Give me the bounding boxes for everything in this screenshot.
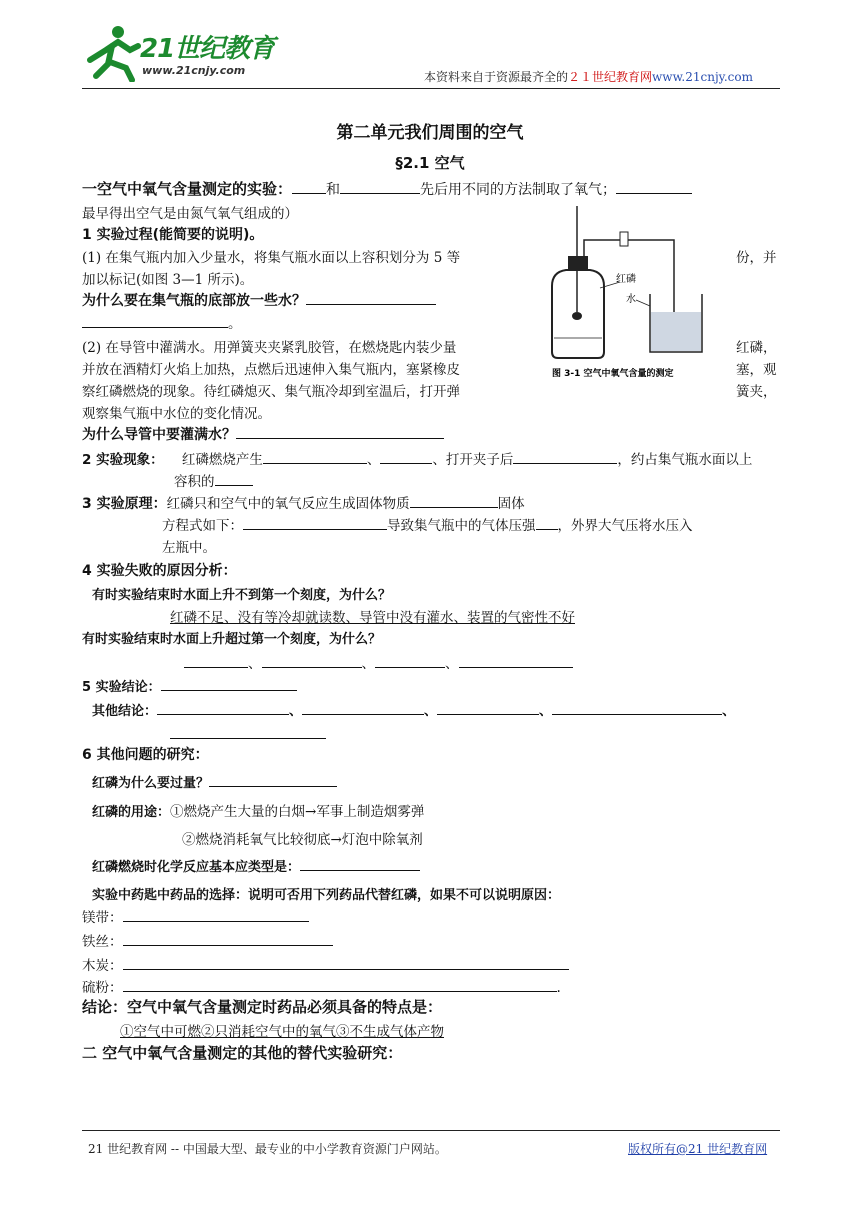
- failure-a1: 红磷不足、没有等冷却就读数、导管中没有灌水、装置的气密性不好: [170, 610, 575, 626]
- row-mg: 镁带：: [82, 906, 309, 926]
- failure-a2-blanks: 、 、 、: [184, 652, 573, 672]
- page-title: 第二单元我们周围的空气: [336, 123, 524, 143]
- footer-rule: [82, 1130, 780, 1131]
- failure-heading: 4 实验失败的原因分析：: [82, 563, 237, 579]
- logo-url: www.21cnjy.com: [142, 64, 246, 77]
- row-s: 硫粉： .: [82, 976, 561, 996]
- figure-caption: 图 3-1 空气中氧气含量的测定: [552, 369, 674, 379]
- step2-line2: 并放在酒精灯火焰上加热，点燃后迅速伸入集气瓶内，塞紧橡皮: [82, 362, 460, 378]
- sec1-line2: 最早得出空气是由氮气氧气组成的）: [82, 206, 298, 222]
- question-tube: 为什么导管中要灌满水？: [82, 424, 444, 444]
- step2-line1-end: 红磷，: [736, 340, 777, 356]
- footer-copyright-link[interactable]: 版权所有@21 世纪教育网: [628, 1142, 768, 1156]
- sec1-line1: 一空气中氧气含量测定的实验： 和 先后用不同的方法制取了氧气；: [82, 178, 692, 199]
- principle-line2: 方程式如下： 导致集气瓶中的气体压强 ，外界大气压将水压入: [162, 514, 693, 534]
- reagent-choice: 实验中药匙中药品的选择：说明可否用下列药品代替红磷，如果不可以说明原因：: [92, 888, 561, 903]
- step1-line1: (1) 在集气瓶内加入少量水，将集气瓶水面以上容积划分为 5 等: [82, 250, 461, 266]
- principle-line3: 左瓶中。: [162, 540, 216, 556]
- conclusion-line: 5 实验结论：: [82, 676, 297, 695]
- logo-runner-icon: [82, 20, 144, 82]
- use-line1: 红磷的用途：①燃烧产生大量的白烟→军事上制造烟雾弹: [92, 804, 425, 820]
- page-subtitle: §2.1 空气: [395, 154, 465, 172]
- other-conclusion-line: 其他结论： 、 、 、 、: [92, 700, 735, 719]
- question-water: 为什么要在集气瓶的底部放一些水？: [82, 290, 436, 310]
- label-phosphorus: 红磷: [616, 274, 636, 285]
- logo-text: 21世纪教育: [140, 34, 275, 64]
- step2-line1: (2) 在导管中灌满水。用弹簧夹夹紧乳胶管，在燃烧匙内装少量: [82, 340, 457, 356]
- label-water: 水: [626, 294, 636, 305]
- question-water-cont: 。: [82, 312, 242, 332]
- figure-apparatus: [546, 206, 722, 382]
- procedure-heading: 1 实验过程(能简要的说明)。: [82, 227, 264, 243]
- footer-left: 21 世纪教育网 -- 中国最大型、最专业的中小学教育资源门户网站。: [88, 1142, 447, 1156]
- phenomena-line2: 容积的: [174, 470, 253, 490]
- logo: [82, 20, 292, 84]
- step2-line3-end: 簧夹，: [736, 384, 777, 400]
- principle-line1: 3 实验原理：红磷只和空气中的氧气反应生成固体物质 固体: [82, 492, 525, 513]
- step2-line2-end: 塞，观: [736, 362, 777, 378]
- final-answer: ①空气中可燃②只消耗空气中的氧气③不生成气体产物: [120, 1024, 444, 1040]
- step2-line4: 观察集气瓶中水位的变化情况。: [82, 406, 271, 422]
- header-notice: 本资料来自于资源最齐全的２１世纪教育网www.21cnjy.com: [424, 70, 753, 84]
- failure-q2: 有时实验结束时水面上升超过第一个刻度，为什么？: [82, 632, 382, 647]
- row-fe: 铁丝：: [82, 930, 333, 950]
- use-line2: ②燃烧消耗氧气比较彻底→灯泡中除氧剂: [182, 832, 423, 848]
- phenomena-line1: 2 实验现象： 红磷燃烧产生 、 、打开夹子后 ，约占集气瓶水面以上: [82, 448, 752, 468]
- failure-q1: 有时实验结束时水面上升不到第一个刻度，为什么？: [92, 588, 392, 603]
- other-conclusion-blank: [170, 724, 326, 743]
- header-rule: [82, 88, 780, 89]
- reaction-type: 红磷燃烧时化学反应基本应类型是：: [92, 856, 420, 875]
- section2-heading: 二 空气中氧气含量测定的其他的替代实验研究：: [82, 1044, 403, 1062]
- step1-line1-end: 份，并: [736, 250, 777, 266]
- step2-line3: 察红磷燃烧的现象。待红磷熄灭、集气瓶冷却到室温后，打开弹: [82, 384, 460, 400]
- final-conclusion: 结论：空气中氧气含量测定时药品必须具备的特点是：: [82, 998, 443, 1016]
- sec6-heading: 6 其他问题的研究：: [82, 747, 209, 763]
- q-excess: 红磷为什么要过量？: [92, 772, 337, 791]
- row-c: 木炭：: [82, 954, 569, 974]
- step1-line2: 加以标记(如图 3—1 所示)。: [82, 272, 254, 288]
- apparatus-diagram: [546, 206, 722, 382]
